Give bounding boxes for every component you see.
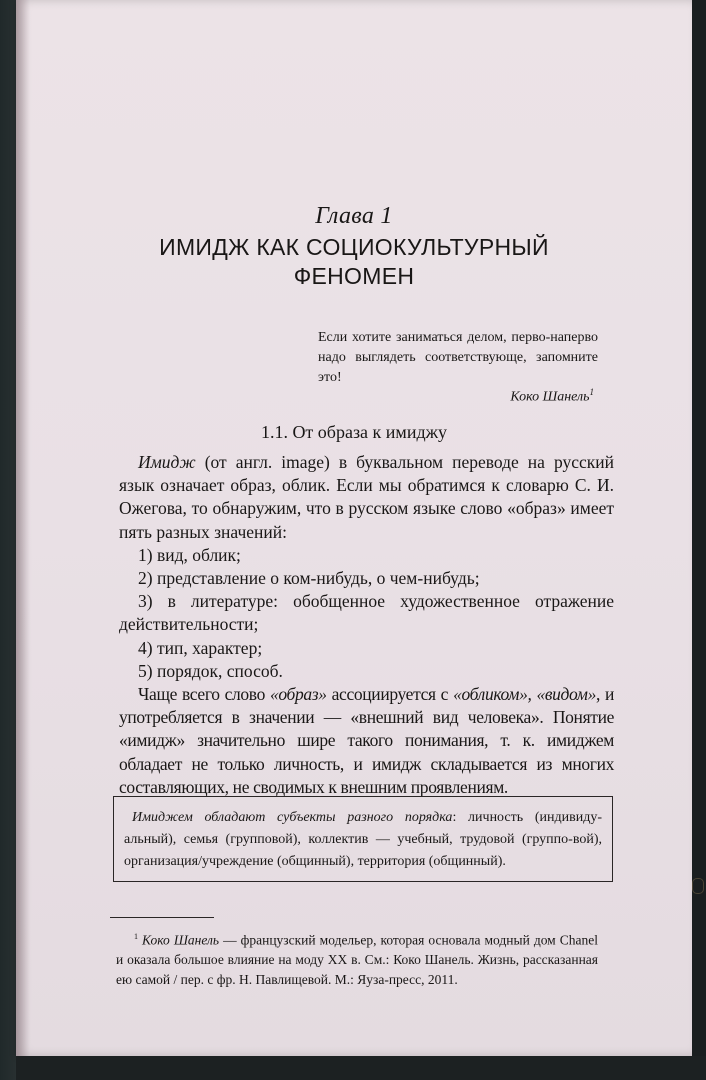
list-item: 4) тип, характер;	[138, 637, 263, 658]
table-surface-left	[0, 0, 16, 1080]
chapter-title-line-1: ИМИДЖ КАК СОЦИОКУЛЬТУРНЫЙ	[159, 234, 549, 260]
paragraph-association	[119, 683, 614, 799]
epigraph-author-name: Коко Шанель	[510, 389, 590, 405]
footnote-divider	[110, 917, 214, 918]
highlight-box-text: : личность (индивиду-альный), семья (групповой), коллектив — учебный, трудовой (группо-вой), организация/учреждение (общинный), территория (общинный).	[124, 810, 602, 869]
list-item: 3) в литературе: обобщенное художественное отражение действительности;	[119, 591, 614, 635]
term-image: Имидж	[138, 452, 196, 472]
list-item: 1) вид, облик;	[138, 544, 241, 565]
footnote-text: — французский модельер, которая основала модный дом Chanel и оказала большое влияние на моду XX в. См.: Коко Шанель. Жизнь, рассказанная ею самой / пер. с фр. Н. Павлищевой. М.: Яуза-пресс, 2011.	[116, 932, 598, 987]
p2-words-oblik-vid: «обликом», «видом»	[453, 684, 596, 705]
paragraph-definition	[119, 451, 614, 544]
epigraph-quote: Если хотите заниматься делом, перво-наперво надо выглядеть соответствующе, запомните это!	[318, 330, 598, 385]
table-surface-bottom	[16, 1056, 706, 1080]
chapter-title	[76, 233, 632, 291]
list-item: 5) порядок, способ.	[138, 660, 283, 681]
footnote-mark: 1	[134, 932, 138, 941]
body-text	[119, 451, 614, 799]
p2-word-obraz: «образ»	[269, 684, 327, 705]
section-title: 1.1. От образа к имиджу	[260, 422, 448, 442]
footnote-author: Коко Шанель	[142, 932, 220, 948]
paragraph-definition-text: (от англ. image) в буквальном переводе на русский язык означает образ, облик. Если мы обратимся к словарю С. И. Ожегова, то обнаружим, что в русском языке слово «образ» имеет пять разных значений:	[119, 452, 614, 542]
p2-part-a: Чаще всего слово	[138, 684, 270, 705]
page-gutter-shadow	[16, 0, 30, 1056]
table-mark	[692, 878, 704, 894]
book-page	[16, 0, 692, 1056]
list-item: 2) представление о ком-нибудь, о чем-нибудь;	[138, 568, 480, 589]
chapter-label: Глава 1	[315, 203, 393, 229]
chapter-title-line-2: ФЕНОМЕН	[293, 263, 415, 289]
highlight-box	[113, 796, 613, 882]
highlight-box-lead: Имиджем обладают субъекты разного порядка	[132, 810, 453, 825]
table-surface-right	[692, 0, 706, 1080]
footnote	[116, 927, 598, 989]
p2-part-c: ассоциируется с	[326, 684, 454, 705]
epigraph-footnote-mark: 1	[589, 387, 594, 397]
epigraph-author	[510, 387, 594, 406]
p2-part-e: , и употребляется в значении — «внешний вид человека». Понятие «имидж» значительно шире такого понимания, т. к. имиджем обладает не только личность, и имидж складывается из многих составляющих, не сводимых к внешним проявлениям.	[119, 684, 614, 797]
